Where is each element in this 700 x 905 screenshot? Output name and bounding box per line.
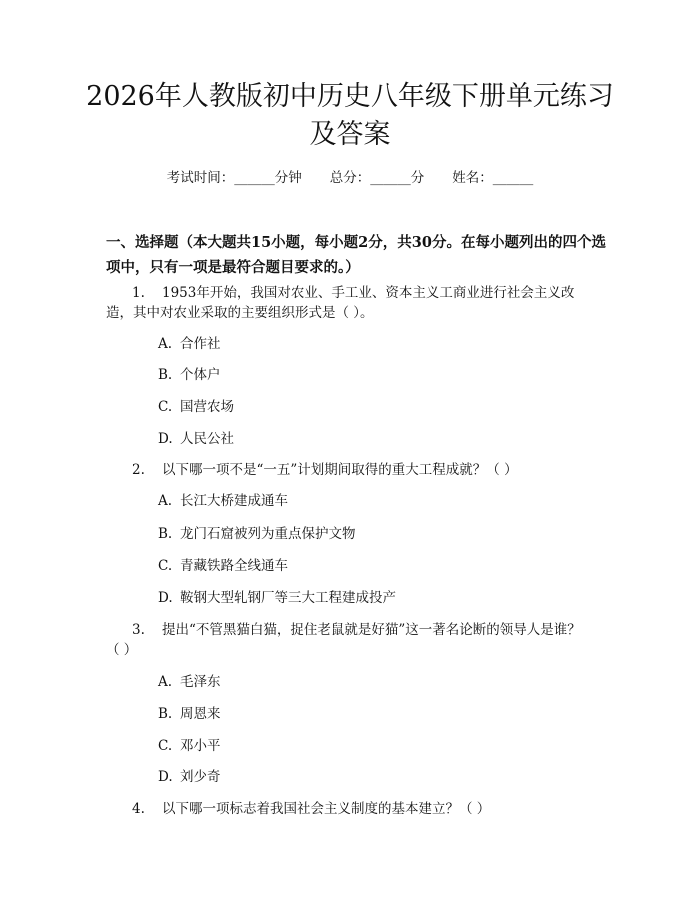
section-heading-line1: 一、选择题（本大题共15小题，每小题2分，共30分。在每小题列出的四个选 — [106, 234, 606, 251]
question-text: 以下哪一项不是“一五”计划期间取得的重大工程成就？（ ） — [162, 462, 518, 478]
question-3-option-a: A. 毛泽东 — [158, 674, 221, 690]
question-4-line1 — [132, 799, 490, 819]
question-3-line2: （ ） — [106, 642, 138, 658]
question-1-option-d: D. 人民公社 — [158, 431, 234, 447]
exam-meta — [0, 168, 700, 188]
question-1-option-b: B. 个体户 — [158, 367, 221, 383]
question-number: 2. — [132, 462, 145, 478]
question-3-option-c: C. 邓小平 — [158, 738, 221, 754]
student-name-label: 姓名：______ — [452, 170, 534, 186]
question-2-option-a: A. 长江大桥建成通车 — [158, 493, 288, 509]
question-text: 1953年开始，我国对农业、手工业、资本主义工商业进行社会主义改 — [162, 285, 575, 301]
question-3-option-b: B. 周恩来 — [158, 706, 221, 722]
exam-time-label: 考试时间：______分钟 — [166, 170, 302, 186]
document-title-line2: 及答案 — [309, 119, 391, 150]
question-1-option-a: A. 合作社 — [158, 336, 221, 352]
question-2-option-d: D. 鞍钢大型轧钢厂等三大工程建成投产 — [158, 590, 396, 606]
question-1-line1 — [132, 283, 574, 303]
total-score-label: 总分：______分 — [329, 170, 425, 186]
question-3-line1 — [132, 620, 581, 640]
question-text: 以下哪一项标志着我国社会主义制度的基本建立？（ ） — [162, 801, 491, 817]
question-2-line1 — [132, 460, 518, 480]
question-3-option-d: D. 刘少奇 — [158, 769, 221, 785]
section-heading-line2: 项中，只有一项是最符合题目要求的。） — [106, 259, 360, 276]
question-number: 4. — [132, 801, 145, 817]
question-number: 1. — [132, 285, 145, 301]
question-1-line2: 造，其中对农业采取的主要组织形式是（ ）。 — [106, 305, 374, 321]
question-1-option-c: C. 国营农场 — [158, 399, 234, 415]
question-number: 3. — [132, 622, 145, 638]
question-text: 提出“不管黑猫白猫，捉住老鼠就是好猫”这一著名论断的领导人是谁？ — [162, 622, 581, 638]
question-2-option-c: C. 青藏铁路全线通车 — [158, 558, 288, 574]
question-2-option-b: B. 龙门石窟被列为重点保护文物 — [158, 526, 356, 542]
document-title-line1: 2026年人教版初中历史八年级下册单元练习 — [86, 81, 614, 112]
